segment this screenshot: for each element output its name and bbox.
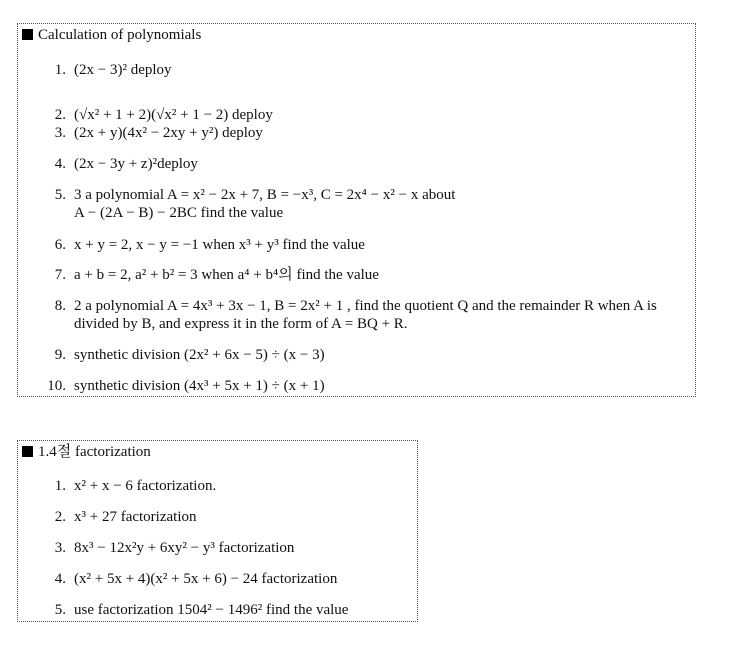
item-text: a + b = 2, a² + b² = 3 when a⁴ + b⁴의 find the value [74, 267, 379, 283]
factorization-section [17, 440, 418, 622]
item-number: 1. [54, 478, 66, 494]
item-number: 7. [54, 267, 66, 283]
item-text: x + y = 2, x − y = −1 when x³ + y³ find the value [74, 237, 365, 253]
item-number: 10. [47, 378, 66, 394]
item-text-line2: divided by B, and express it in the form of A = BQ + R. [74, 316, 408, 332]
item-number: 3. [54, 125, 66, 141]
section-heading: Calculation of polynomials [22, 26, 201, 44]
item-text: synthetic division (2x² + 6x − 5) ÷ (x − 3) [74, 347, 325, 363]
black-square-bullet-icon [22, 29, 33, 40]
item-number: 9. [54, 347, 66, 363]
item-number: 3. [54, 540, 66, 556]
item-text: 3 a polynomial A = x² − 2x + 7, B = −x³, C = 2x⁴ − x² − x about [74, 187, 456, 203]
item-text: (√x² + 1 + 2)(√x² + 1 − 2) deploy [74, 107, 273, 123]
item-number: 5. [54, 187, 66, 203]
item-text-line2: A − (2A − B) − 2BC find the value [74, 205, 284, 221]
polynomial-calculation-section [17, 23, 696, 397]
black-square-bullet-icon [22, 446, 33, 457]
item-number: 1. [54, 62, 66, 78]
item-text: (2x − 3)² deploy [74, 62, 172, 78]
item-number: 2. [54, 509, 66, 525]
item-text: 8x³ − 12x²y + 6xy² − y³ factorization [74, 540, 295, 556]
item-text: (2x − 3y + z)²deploy [74, 156, 198, 172]
item-number: 2. [54, 107, 66, 123]
item-number: 4. [54, 156, 66, 172]
item-number: 5. [54, 602, 66, 618]
item-text: (x² + 5x + 4)(x² + 5x + 6) − 24 factorization [74, 571, 338, 587]
item-text: (2x + y)(4x² − 2xy + y²) deploy [74, 125, 263, 141]
section-heading: 1.4절 factorization [22, 443, 151, 461]
item-text: x² + x − 6 factorization. [74, 478, 217, 494]
item-number: 8. [54, 298, 66, 314]
item-number: 4. [54, 571, 66, 587]
item-text: x³ + 27 factorization [74, 509, 197, 525]
item-text: 2 a polynomial A = 4x³ + 3x − 1, B = 2x² + 1 , find the quotient Q and the remainder R when A is [74, 298, 657, 314]
item-number: 6. [54, 237, 66, 253]
item-text: use factorization 1504² − 1496² find the value [74, 602, 349, 618]
item-text: synthetic division (4x³ + 5x + 1) ÷ (x + 1) [74, 378, 325, 394]
